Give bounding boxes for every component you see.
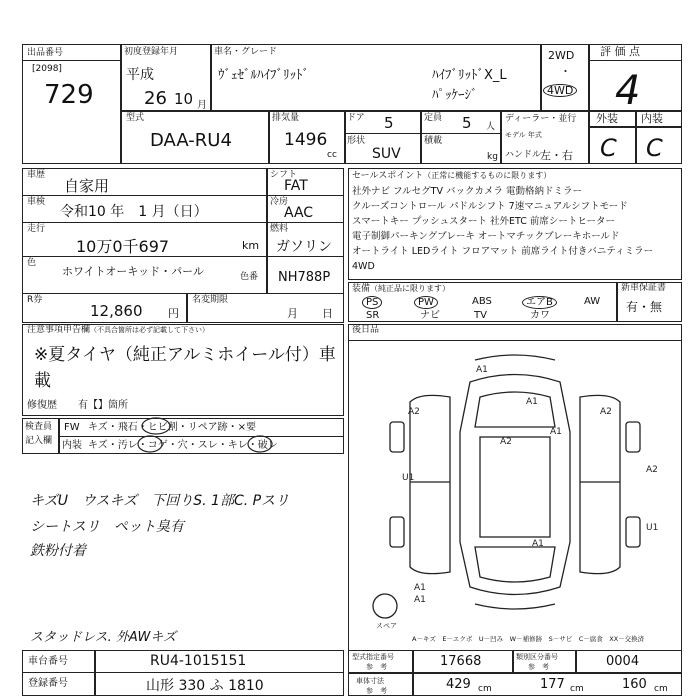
damage-mark: A2 [600, 407, 612, 417]
lot-sub: [2098] [32, 64, 62, 74]
era: 平成 [126, 67, 154, 83]
ac-value: AAC [284, 205, 314, 221]
reg-month: 10 [174, 90, 194, 108]
sales-point-line: クルーズコントロール パドルシフト 7速マニュアルシフトモード [352, 201, 628, 212]
color-no-label: 色番 [240, 272, 259, 282]
inspect-exterior-label: FW [64, 422, 80, 433]
notes-frame [22, 324, 344, 416]
notes-label: 注意事項申告欄（不具合箇所は必ず記載して下さい） [27, 325, 210, 335]
dealer-label: ディーラー・並行 [505, 114, 577, 124]
damage-mark: A1 [526, 397, 538, 407]
damage-legend: A－キズ E－エクボ U－凹み W－補修跡 S－サビ C－腐食 XX－交換済 [412, 635, 645, 643]
type-no-label: 型式指定番号 [352, 653, 394, 661]
drive-dot: ・ [560, 65, 571, 78]
doors-value: 5 [384, 114, 394, 132]
equipment-label: 装備（純正品に限ります） [352, 284, 451, 294]
sales-point-line: オートライト LEDライト フロアマット 前席ライト付きバニティミラー [352, 246, 654, 257]
divider [268, 110, 270, 164]
notes-text-line-2: 載 [34, 371, 51, 391]
remark-line-1: キズU ウスキズ 下回りS. 1部C. Pスリ [30, 493, 290, 509]
equip-abs: ABS [472, 296, 492, 307]
color-no-value: NH788P [278, 270, 331, 285]
type-no-value: 17668 [440, 654, 482, 669]
damage-mark: A2 [646, 465, 658, 475]
drive-2wd: 2WD [548, 49, 575, 62]
size-ref: 参 考 [366, 687, 387, 695]
handle-label: ハンドル [505, 150, 542, 160]
sales-points-label: セールスポイント（正常に機能するものに限ります） [352, 171, 552, 181]
capacity-label: 定員 [424, 113, 443, 123]
car-damage-diagram [350, 342, 680, 632]
first-reg-label: 初度登録年月 [124, 47, 179, 57]
sales-point-line: 社外ナビ フルセグTV バックカメラ 電動格納ドミラー [352, 186, 582, 197]
inspect-interior-label: 内装 [62, 440, 82, 451]
doors-label: ドア [347, 113, 365, 123]
person-unit: 人 [486, 122, 496, 132]
damage-mark: A1 [532, 539, 544, 549]
equip-leather: カワ [530, 310, 550, 321]
shape-value: SUV [372, 146, 401, 162]
back-items-label: 後日品 [352, 325, 380, 335]
exterior-grade: C [600, 134, 617, 162]
inspector-label-2: 記入欄 [25, 436, 53, 446]
class-no-value: 0004 [606, 654, 640, 669]
color-value: ホワイトオーキッド・パール [62, 265, 204, 278]
divider [22, 60, 120, 61]
damage-mark: A1 [476, 365, 488, 375]
usage-label: 車歴 [27, 170, 46, 180]
size-label: 車体寸法 [356, 677, 384, 685]
ac-label: 冷房 [270, 197, 289, 207]
divider [22, 256, 344, 257]
handle-value: 左・右 [540, 149, 573, 162]
sales-point-line: 4WD [352, 261, 375, 272]
divider [420, 110, 422, 164]
divider [266, 168, 268, 293]
score-label: 評 価 点 [600, 45, 640, 58]
class-no-label: 類別区分番号 [516, 653, 558, 661]
exterior-label: 外装 [596, 112, 618, 125]
type-no-ref: 参 考 [366, 663, 387, 671]
grade-line-1: ﾊｲﾌﾞﾘｯﾄﾞX_L [432, 68, 507, 83]
divider [540, 44, 542, 110]
kg-unit: kg [487, 152, 498, 162]
warranty-value: 有・無 [626, 300, 663, 314]
remark-line-2: シートスリ ペット臭有 [30, 519, 184, 535]
height-value: 160 [622, 677, 647, 692]
divider [344, 133, 500, 134]
shift-label: シフト [270, 170, 298, 180]
inspect-exterior-items: キズ・飛石・ヒビ割・リペア跡・×要 [88, 422, 256, 433]
reg-month-unit: 月 [197, 100, 207, 111]
divider [588, 60, 682, 61]
interior-label: 内装 [641, 112, 663, 125]
divider [22, 222, 344, 223]
chassis-value: RU4-1015151 [150, 653, 247, 669]
damage-mark: A2 [500, 437, 512, 447]
color-label: 色 [27, 258, 37, 268]
divider [616, 282, 618, 322]
equip-aw: AW [584, 296, 601, 307]
divider [94, 650, 96, 696]
recycle-label: R券 [27, 295, 43, 305]
mileage-value: 10万0千697 [76, 237, 170, 256]
warranty-label: 新車保証書 [621, 283, 667, 293]
recycle-value: 12,860 [90, 302, 143, 320]
plate-label: 登録番号 [28, 678, 68, 689]
width-unit: cm [570, 684, 584, 694]
drive-4wd: 4WD [543, 84, 577, 97]
height-unit: cm [654, 684, 668, 694]
model-value: DAA-RU4 [150, 130, 232, 151]
divider [588, 44, 590, 164]
equip-ps: PS [362, 296, 382, 309]
inspector-label-1: 検査員 [25, 422, 53, 432]
remark-line-4: スタッドレス. 外AWキズ [30, 630, 177, 645]
divider [348, 340, 682, 341]
displacement-label: 排気量 [272, 113, 300, 123]
damage-mark: U1 [646, 523, 659, 533]
equip-sr: SR [366, 310, 380, 321]
day-unit: 日 [322, 307, 333, 320]
shaken-label: 車検 [27, 197, 46, 207]
width-value: 177 [540, 677, 565, 692]
spare-label: スペア [376, 622, 397, 630]
car-name: ｳﾞｪｾﾞﾙﾊｲﾌﾞﾘｯﾄﾞ [218, 68, 309, 83]
lot-number: 729 [44, 80, 94, 110]
inspect-interior-items: キズ・汚レ・コゲ・穴・スレ・キレ・破レ [88, 440, 278, 451]
divider [348, 672, 682, 673]
divider [22, 672, 344, 673]
divider [120, 110, 588, 112]
divider [500, 110, 502, 164]
damage-mark: U1 [402, 473, 415, 483]
month-unit: 月 [287, 307, 298, 320]
model-year-label: モデル 年式 [505, 131, 542, 139]
reg-year: 26 [144, 88, 167, 109]
length-unit: cm [478, 684, 492, 694]
equip-airbag: エアB [522, 296, 557, 309]
cc-unit: cc [327, 150, 337, 160]
handwritten-circles [130, 416, 340, 456]
damage-mark: A1 [414, 595, 426, 605]
interior-grade: C [646, 134, 663, 162]
grade-line-2: ﾊﾟｯｹｰｼﾞ [432, 88, 478, 103]
damage-mark: A2 [408, 407, 420, 417]
divider [120, 44, 122, 164]
name-grade-label: 車名・グレード [214, 47, 278, 57]
shape-label: 形状 [347, 136, 366, 146]
equip-pw: PW [414, 296, 438, 309]
name-change-label: 名変期限 [192, 295, 229, 305]
usage-value: 自家用 [64, 177, 110, 195]
model-label: 型式 [126, 113, 145, 123]
equip-navi: ナビ [420, 310, 440, 321]
yen-unit: 円 [168, 307, 179, 320]
length-value: 429 [446, 677, 471, 692]
divider [412, 650, 414, 696]
km-unit: km [242, 239, 260, 252]
divider [575, 650, 577, 672]
score-value: 4 [615, 68, 641, 114]
repair-value: 有【】箇所 [78, 400, 128, 411]
divider [344, 110, 346, 164]
remark-line-3: 鉄粉付着 [30, 543, 86, 559]
fuel-value: ガソリン [276, 239, 332, 255]
mileage-label: 走行 [27, 224, 46, 234]
divider [22, 293, 344, 294]
divider [186, 293, 188, 323]
lot-no-label: 出品番号 [27, 48, 64, 58]
fuel-label: 燃料 [270, 224, 289, 234]
capacity-value: 5 [462, 114, 472, 132]
plate-value: 山形 330 ふ 1810 [146, 678, 264, 694]
sales-point-line: 電子制御パーキングブレーキ オートマチックブレーキホールド [352, 231, 620, 242]
divider [512, 650, 514, 672]
load-label: 積載 [424, 136, 443, 146]
equip-tv: TV [474, 310, 487, 321]
class-no-ref: 参 考 [528, 663, 549, 671]
displacement-value: 1496 [284, 130, 328, 150]
sales-point-line: スマートキー プッシュスタート 社外ETC 前席シートヒーター [352, 216, 616, 227]
damage-mark: A1 [414, 583, 426, 593]
divider [210, 44, 212, 110]
notes-text-line-1: ※夏タイヤ（純正アルミホイール付）車 [34, 345, 336, 365]
sales-points-list [352, 184, 653, 274]
repair-label: 修復歴 [27, 400, 57, 411]
shaken-value: 令和10 年 1 月（日） [60, 204, 208, 220]
chassis-label: 車台番号 [28, 656, 68, 667]
damage-mark: A1 [550, 427, 562, 437]
divider [635, 110, 637, 164]
shift-value: FAT [284, 178, 308, 194]
